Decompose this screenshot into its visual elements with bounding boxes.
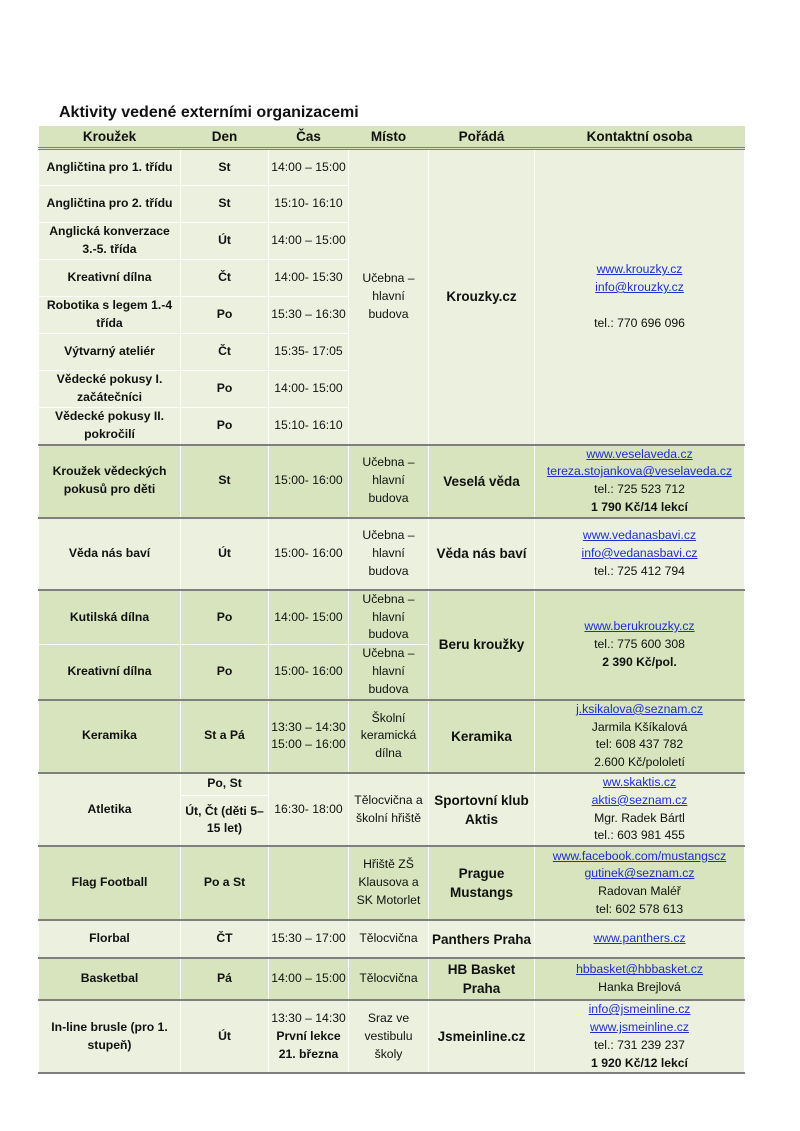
organizer: Krouzky.cz (429, 149, 535, 445)
contact-web-link[interactable]: www.vedanasbavi.cz (582, 528, 697, 543)
activity-time: 16:30- 18:00 (269, 773, 349, 846)
header-kontakt: Kontaktní osoba (535, 126, 745, 149)
header-porada: Pořádá (429, 126, 535, 149)
contact-email-link[interactable]: tereza.stojankova@veselaveda.cz (546, 464, 733, 479)
contact-cell (535, 590, 745, 700)
activity-name: Vědecké pokusy I. začátečníci (39, 371, 181, 408)
activity-name: Angličtina pro 1. třídu (39, 149, 181, 186)
organizer: Beru kroužky (429, 590, 535, 700)
activity-name: Keramika (39, 700, 181, 773)
contact-phone: tel.: 775 600 308 (594, 636, 685, 651)
contact-web-link[interactable]: www.veselaveda.cz (586, 446, 693, 461)
activity-place: Učebna – hlavní budova (349, 590, 429, 645)
table-row (39, 445, 745, 518)
activity-name: Anglická konverzace 3.-5. třída (39, 223, 181, 260)
contact-person: Hanka Brejlová (598, 980, 681, 995)
contact-price: 2 390 Kč/pol. (602, 654, 677, 669)
activity-time: 15:00- 16:00 (269, 645, 349, 700)
activity-day: ČT (181, 920, 269, 958)
activity-day: Po (181, 590, 269, 645)
activity-day: St (181, 445, 269, 518)
organizer: HB Basket Praha (429, 958, 535, 1000)
table-row (39, 700, 745, 773)
activity-name: Flag Football (39, 846, 181, 920)
activity-place: Školní keramická dílna (349, 700, 429, 773)
activity-day: St (181, 186, 269, 223)
contact-phone: tel.: 731 239 237 (594, 1037, 685, 1052)
contact-web-link[interactable]: www.krouzky.cz (596, 262, 683, 277)
activity-day: Po a St (181, 846, 269, 920)
activity-name: Vědecké pokusy II. pokročilí (39, 408, 181, 445)
contact-phone: tel.: 603 981 455 (594, 828, 685, 843)
activity-time (269, 700, 349, 773)
activity-time: 14:00- 15:00 (269, 371, 349, 408)
activity-day: Út (181, 518, 269, 590)
contact-phone: tel.: 725 523 712 (594, 482, 685, 497)
contact-cell (535, 700, 745, 773)
organizer: Prague Mustangs (429, 846, 535, 920)
activity-day: Po (181, 408, 269, 445)
contact-cell (535, 958, 745, 1000)
activity-day: St (181, 149, 269, 186)
contact-email-link[interactable]: hbbasket@hbbasket.cz (576, 962, 703, 977)
activity-name: Robotika s legem 1.-4 třída (39, 297, 181, 334)
contact-cell (535, 149, 745, 445)
contact-cell (535, 1000, 745, 1073)
time-slot: 13:30 – 14:30 (271, 1011, 346, 1026)
contact-email-link[interactable]: info@krouzky.cz (595, 280, 684, 294)
contact-phone: tel: 602 578 613 (595, 901, 684, 916)
table-row (39, 518, 745, 590)
contact-phone: tel: 608 437 782 (595, 737, 684, 752)
contact-cell (535, 773, 745, 846)
activity-name: Kreativní dílna (39, 645, 181, 700)
activity-day: Po (181, 645, 269, 700)
organizer: Sportovní klub Aktis (429, 773, 535, 846)
activity-name: Kroužek vědeckých pokusů pro děti (39, 445, 181, 518)
header-cas: Čas (269, 126, 349, 149)
page-title: Aktivity vedené externími organizacemi (59, 104, 359, 121)
contact-web-link[interactable]: ww.skaktis.cz (602, 774, 677, 789)
contact-price: 2.600 Kč/pololetí (594, 755, 685, 770)
contact-web-link[interactable]: www.berukrouzky.cz (584, 619, 695, 634)
contact-cell (535, 846, 745, 920)
contact-cell (535, 920, 745, 958)
activity-place: Učebna – hlavní budova (349, 149, 429, 445)
activity-name: Angličtina pro 2. třídu (39, 186, 181, 223)
time-slot: 13:30 – 14:30 (271, 719, 346, 734)
organizer: Panthers Praha (429, 920, 535, 958)
activity-place: Tělocvična (349, 958, 429, 1000)
activity-time: 14:00 – 15:00 (269, 958, 349, 1000)
header-row (39, 126, 745, 149)
table-row (39, 958, 745, 1000)
contact-cell (535, 445, 745, 518)
contact-email-link[interactable]: j.ksikalova@seznam.cz (576, 701, 703, 716)
contact-person: Jarmila Kšíkalová (591, 719, 688, 734)
activity-place: Hřiště ZŠ Klausova a SK Motorlet (349, 846, 429, 920)
activity-time: 15:35- 17:05 (269, 334, 349, 371)
organizer: Jsmeinline.cz (429, 1000, 535, 1073)
activity-name: Florbal (39, 920, 181, 958)
activity-place: Učebna – hlavní budova (349, 518, 429, 590)
activity-place: Sraz ve vestibulu školy (349, 1000, 429, 1073)
activity-day: Po, St (181, 773, 269, 795)
activity-time (269, 1000, 349, 1073)
activities-table (38, 126, 745, 1074)
activity-day: Út (181, 223, 269, 260)
table-row (39, 920, 745, 958)
activity-name: Kutilská dílna (39, 590, 181, 645)
activity-name: Kreativní dílna (39, 260, 181, 297)
contact-spacer (537, 297, 742, 315)
header-den: Den (181, 126, 269, 149)
activity-day: Pá (181, 958, 269, 1000)
contact-phone: tel.: 770 696 096 (594, 315, 685, 330)
contact-web-link[interactable]: www.panthers.cz (593, 931, 686, 946)
activity-time (269, 846, 349, 920)
activity-time: 15:10- 16:10 (269, 408, 349, 445)
contact-cell (535, 518, 745, 590)
activity-time: 15:30 – 16:30 (269, 297, 349, 334)
table-row (39, 590, 745, 645)
activity-time: 14:00 – 15:00 (269, 149, 349, 186)
table-row (39, 149, 745, 186)
activity-name: Basketbal (39, 958, 181, 1000)
activity-name: Výtvarný ateliér (39, 334, 181, 371)
activity-time: 14:00- 15:00 (269, 590, 349, 645)
first-lesson-note: První lekce 21. března (276, 1028, 341, 1061)
organizer: Keramika (429, 700, 535, 773)
activity-time: 15:00- 16:00 (269, 445, 349, 518)
activity-day: Čt (181, 260, 269, 297)
activity-day: Út, Čt (děti 5–15 let) (181, 795, 269, 846)
contact-email-link[interactable]: gutinek@seznam.cz (584, 866, 695, 881)
activity-day: Po (181, 371, 269, 408)
table-row (39, 1000, 745, 1073)
contact-price: 1 920 Kč/12 lekcí (591, 1055, 688, 1070)
activity-time: 14:00 – 15:00 (269, 223, 349, 260)
organizer: Veselá věda (429, 445, 535, 518)
activity-place: Učebna – hlavní budova (349, 645, 429, 700)
contact-web-link[interactable]: www.facebook.com/mustangscz (552, 848, 727, 863)
activity-day: Čt (181, 334, 269, 371)
contact-person: Radovan Maléř (598, 884, 681, 899)
contact-email-link[interactable]: info@vedanasbavi.cz (581, 545, 698, 560)
table-row (39, 773, 745, 795)
activity-name: Věda nás baví (39, 518, 181, 590)
contact-person: Mgr. Radek Bártl (594, 810, 685, 825)
contact-phone: tel.: 725 412 794 (594, 563, 685, 578)
activity-place: Učebna – hlavní budova (349, 445, 429, 518)
activity-name: In-line brusle (pro 1. stupeň) (39, 1000, 181, 1073)
activity-place: Tělocvična a školní hřiště (349, 773, 429, 846)
header-misto: Místo (349, 126, 429, 149)
time-slot: 15:00 – 16:00 (271, 737, 346, 752)
header-krouzek: Kroužek (39, 126, 181, 149)
activity-time: 15:10- 16:10 (269, 186, 349, 223)
activity-place: Tělocvična (349, 920, 429, 958)
organizer: Věda nás baví (429, 518, 535, 590)
activity-day: St a Pá (181, 700, 269, 773)
activity-time: 15:00- 16:00 (269, 518, 349, 590)
contact-email-link[interactable]: aktis@seznam.cz (591, 792, 688, 807)
activity-day: Út (181, 1000, 269, 1073)
activity-day: Po (181, 297, 269, 334)
activity-name: Atletika (39, 773, 181, 846)
contact-price: 1 790 Kč/14 lekcí (591, 499, 688, 514)
activity-time: 15:30 – 17:00 (269, 920, 349, 958)
table-row (39, 846, 745, 920)
activity-time: 14:00- 15:30 (269, 260, 349, 297)
contact-web-link[interactable]: www.jsmeinline.cz (590, 1019, 689, 1034)
contact-email-link[interactable]: info@jsmeinline.cz (588, 1002, 691, 1017)
